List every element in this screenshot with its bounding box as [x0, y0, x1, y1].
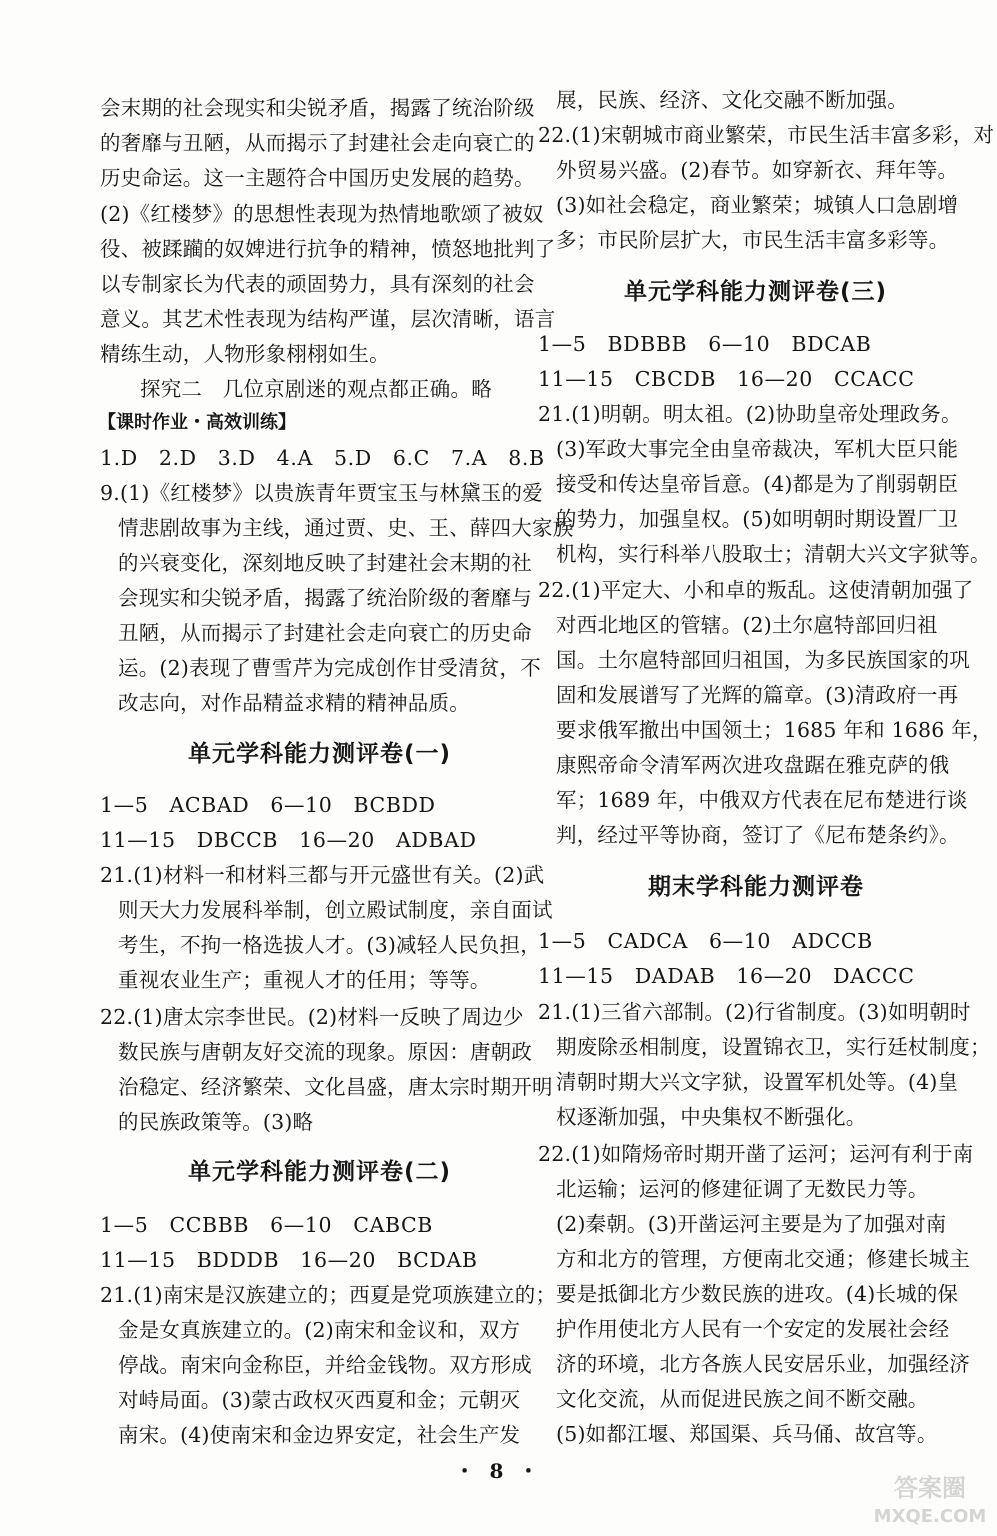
text-line: 改志向，对作品精益求精的精神品质。 — [118, 691, 470, 715]
mc-answers: 1—5 BDBBB 6—10 BDCAB — [538, 332, 872, 356]
text-line: 国。土尔扈特部回归祖国，为多民族国家的巩 — [556, 648, 970, 672]
text-line: 丑陋，从而揭示了封建社会走向衰亡的历史命 — [118, 621, 532, 645]
text-line: (3)如社会稳定，商业繁荣；城镇人口急剧增 — [556, 193, 959, 217]
mc-answers: 11—15 DADAB 16—20 DACCC — [538, 964, 915, 988]
text-line: 的奢靡与丑陋，从而揭示了封建社会走向衰亡的 — [100, 131, 535, 155]
mc-answers: 1—5 CCBBB 6—10 CABCB — [100, 1213, 433, 1237]
text-line: 外贸易兴盛。(2)春节。如穿新衣、拜年等。 — [556, 158, 959, 182]
text-line: 精练生动，人物形象栩栩如生。 — [100, 342, 390, 366]
text-line: 康熙帝命令清军两次进攻盘踞在雅克萨的俄 — [556, 753, 950, 777]
text-line: 要求俄军撤出中国领土；1685 年和 1686 年， — [556, 718, 993, 742]
section-title-unit-3: 单元学科能力测评卷(三) — [624, 279, 888, 305]
text-line: 情悲剧故事为主线，通过贾、史、王、薛四大家族 — [118, 516, 574, 540]
mc-answers: 1—5 ACBAD 6—10 BCBDD — [100, 793, 436, 817]
text-line: 停战。南宋向金称臣，并给金钱物。双方形成 — [118, 1353, 532, 1377]
text-line: 清朝时期大兴文字狱，设置军机处等。(4)皇 — [556, 1070, 959, 1094]
text-line: 则天大力发展科举制，创立殿试制度，亲自面试 — [118, 898, 553, 922]
text-line: (2)《红楼梦》的思想性表现为热情地歌颂了被奴 — [100, 202, 544, 226]
text-line: 的兴衰变化，深刻地反映了封建社会末期的社 — [118, 551, 532, 575]
mc-answers: 1—5 CADCA 6—10 ADCCB — [538, 929, 873, 953]
text-line: 21.(1)三省六部制。(2)行省制度。(3)如明朝时 — [538, 1000, 971, 1024]
watermark-logo — [870, 1466, 990, 1530]
watermark-bottom: MXQE.COM — [873, 1506, 987, 1527]
text-line: 21.(1)南宋是汉族建立的；西夏是党项族建立的； — [100, 1283, 557, 1307]
text-line: 22.(1)唐太宗李世民。(2)材料一反映了周边少 — [100, 1005, 524, 1029]
text-line: 判，经过平等协商，签订了《尼布楚条约》。 — [556, 823, 960, 847]
text-line: 役、被蹂躏的奴婢进行抗争的精神，愤怒地批判了 — [100, 237, 556, 261]
text-line: 意义。其艺术性表现为结构严谨，层次清晰，语言 — [100, 307, 556, 331]
text-line: 期废除丞相制度，设置锦衣卫，实行廷杖制度； — [556, 1035, 991, 1059]
section-title-unit-1: 单元学科能力测评卷(一) — [188, 741, 452, 767]
text-line: 接受和传达皇帝旨意。(4)都是为了削弱朝臣 — [556, 472, 959, 496]
section-title-unit-2: 单元学科能力测评卷(二) — [188, 1159, 452, 1185]
text-line: 治稳定、经济繁荣、文化昌盛，唐太宗时期开明 — [118, 1075, 553, 1099]
text-line: 21.(1)明朝。明太祖。(2)协助皇帝处理政务。 — [538, 402, 962, 426]
text-line: 运。(2)表现了曹雪芹为完成创作甘受清贫，不 — [118, 656, 541, 680]
text-line: 金是女真族建立的。(2)南宋和金议和，双方 — [118, 1318, 521, 1342]
text-line: 机构，实行科举八股取士；清朝大兴文字狱等。 — [556, 542, 991, 566]
text-line: 南宋。(4)使南宋和金边界安定，社会生产发 — [118, 1423, 521, 1447]
text-line: 北运输；运河的修建征调了无数民力等。 — [556, 1177, 929, 1201]
section-title-final: 期末学科能力测评卷 — [648, 874, 864, 900]
text-line: 会末期的社会现实和尖锐矛盾，揭露了统治阶级 — [100, 96, 535, 120]
text-line: 展，民族、经济、文化交融不断加强。 — [556, 88, 908, 112]
text-line: 对峙局面。(3)蒙古政权灭西夏和金；元朝灭 — [118, 1388, 521, 1412]
text-line: 9.(1)《红楼梦》以贵族青年贾宝玉与林黛玉的爱 — [100, 481, 543, 505]
text-line: 22.(1)平定大、小和卓的叛乱。这使清朝加强了 — [538, 578, 974, 602]
text-line: 重视农业生产；重视人才的任用；等等。 — [118, 968, 491, 992]
text-line: 多；市民阶层扩大，市民生活丰富多彩等。 — [556, 228, 950, 252]
text-line: 会现实和尖锐矛盾，揭露了统治阶级的奢靡与 — [118, 586, 532, 610]
text-line: 方和北方的管理，方便南北交通；修建长城主 — [556, 1247, 970, 1271]
mc-answers: 11—15 BDDDB 16—20 BCDAB — [100, 1248, 478, 1272]
text-line: 的民族政策等。(3)略 — [118, 1110, 314, 1134]
text-line: 考生，不拘一格选拔人才。(3)减轻人民负担， — [118, 933, 541, 957]
text-line: 对西北地区的管辖。(2)土尔扈特部回归祖 — [556, 613, 938, 637]
text-line: (2)秦朝。(3)开凿运河主要是为了加强对南 — [556, 1212, 947, 1236]
text-line: 以专制家长为代表的顽固势力，具有深刻的社会 — [100, 272, 535, 296]
text-line: (5)如都江堰、郑国渠、兵马俑、故宫等。 — [556, 1422, 938, 1446]
text-line: 济的环境，北方各族人民安居乐业，加强经济 — [556, 1352, 970, 1376]
text-line: 的势力，加强皇权。(5)如明朝时期设置厂卫 — [556, 507, 959, 531]
text-line: 历史命运。这一主题符合中国历史发展的趋势。 — [100, 166, 535, 190]
text-line: 护作用使北方人民有一个安定的发展社会经 — [556, 1317, 950, 1341]
homework-heading: 【课时作业・高效训练】 — [98, 412, 296, 433]
page-number: ・ 8 ・ — [454, 1459, 543, 1483]
text-line: 21.(1)材料一和材料三都与开元盛世有关。(2)武 — [100, 863, 545, 887]
text-line: 文化交流，从而促进民族之间不断交融。 — [556, 1387, 929, 1411]
text-line: 要是抵御北方少数民族的进攻。(4)长城的保 — [556, 1282, 959, 1306]
explore-two-line: 探究二 几位京剧迷的观点都正确。略 — [140, 377, 492, 401]
text-line: 军；1689 年，中俄双方代表在尼布楚进行谈 — [556, 788, 968, 812]
text-line: 固和发展谱写了光辉的篇章。(3)清政府一再 — [556, 683, 959, 707]
text-line: (3)军政大事完全由皇帝裁决，军机大臣只能 — [556, 437, 959, 461]
mc-answers: 11—15 DBCCB 16—20 ADBAD — [100, 828, 477, 852]
text-line: 权逐渐加强，中央集权不断强化。 — [556, 1105, 867, 1129]
homework-answers: 1.D 2.D 3.D 4.A 5.D 6.C 7.A 8.B — [100, 446, 545, 470]
watermark-top: 答案圈 — [894, 1474, 966, 1502]
mc-answers: 11—15 CBCDB 16—20 CCACC — [538, 367, 915, 391]
text-line: 数民族与唐朝友好交流的现象。原因：唐朝政 — [118, 1040, 532, 1064]
text-line: 22.(1)宋朝城市商业繁荣，市民生活丰富多彩，对 — [538, 123, 995, 147]
text-line: 22.(1)如隋炀帝时期开凿了运河；运河有利于南 — [538, 1142, 974, 1166]
